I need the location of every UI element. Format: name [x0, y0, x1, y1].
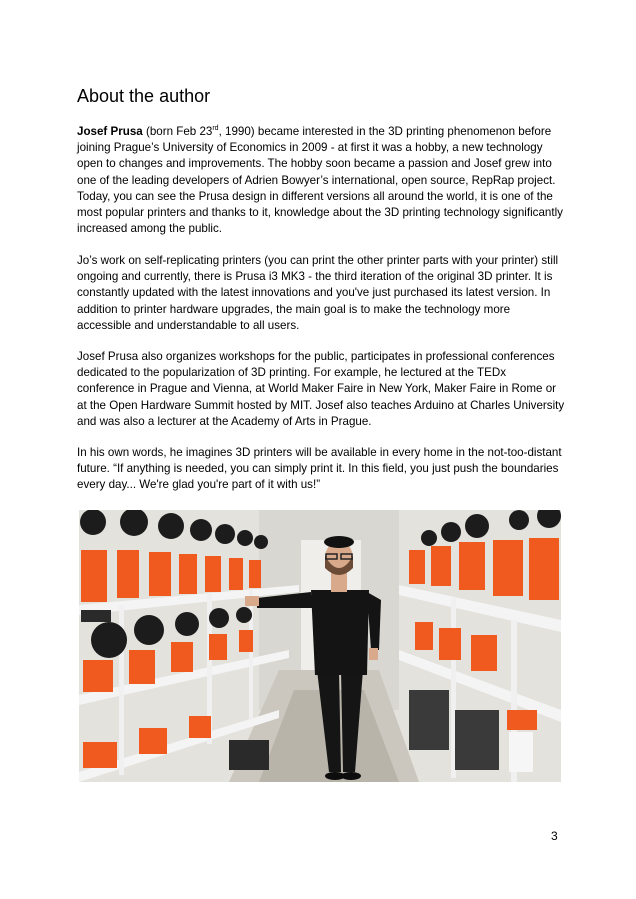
workshops-paragraph: Josef Prusa also organizes workshops for the public, participates in professional conferences dedicated to the popularization of 3D printing. For example, he lectured at the TEDx conference in Prague and Vienna, at World Maker Faire in New York, Maker Faire in Rome or at the Open Hardware Summit hosted by MIT. Josef also teaches Arduino at Charles University and was also a lecturer at the Academy of Arts in Prague.: [77, 350, 565, 428]
born-ordinal: rd: [212, 125, 219, 133]
born-prefix: (born Feb 23: [142, 125, 213, 138]
work-paragraph: Jo’s work on self-replicating printers (you can print the other printer parts with your printer) still ongoing and currently, there is Prusa i3 MK3 - the third iteration of the original 3D printer. It is constantly updated with the latest innovations and you've just purchased its latest version. In addition to printer hardware upgrades, the main goal is to make the technology more accessible and understandable to all users.: [77, 254, 559, 332]
author-photo: [79, 510, 561, 782]
bio-rest: , 1990) became interested in the 3D printing phenomenon before joining Prague’s University of Economics in 2009 - at first it was a hobby, a new technology open to changes and improvements. The hobby soon became a passion and Josef grew into one of the leading developers of Adrien Bowyer’s international, open source, RepRap project. Today, you can see the Prusa design in different versions all around the world, it is one of the most popular printers and thanks to it, knowledge about the 3D printing technology significantly increased among the public.: [77, 125, 563, 236]
bio-paragraph: [77, 124, 565, 237]
section-heading: About the author: [77, 86, 211, 106]
page-number: 3: [551, 829, 558, 843]
quote-paragraph: In his own words, he imagines 3D printers will be available in every home in the not-too-distant future. “If anything is needed, you can simply print it. In this field, you just push the boundaries every day... We're glad you're part of it with us!”: [77, 446, 562, 492]
author-name: Josef Prusa: [77, 125, 143, 138]
